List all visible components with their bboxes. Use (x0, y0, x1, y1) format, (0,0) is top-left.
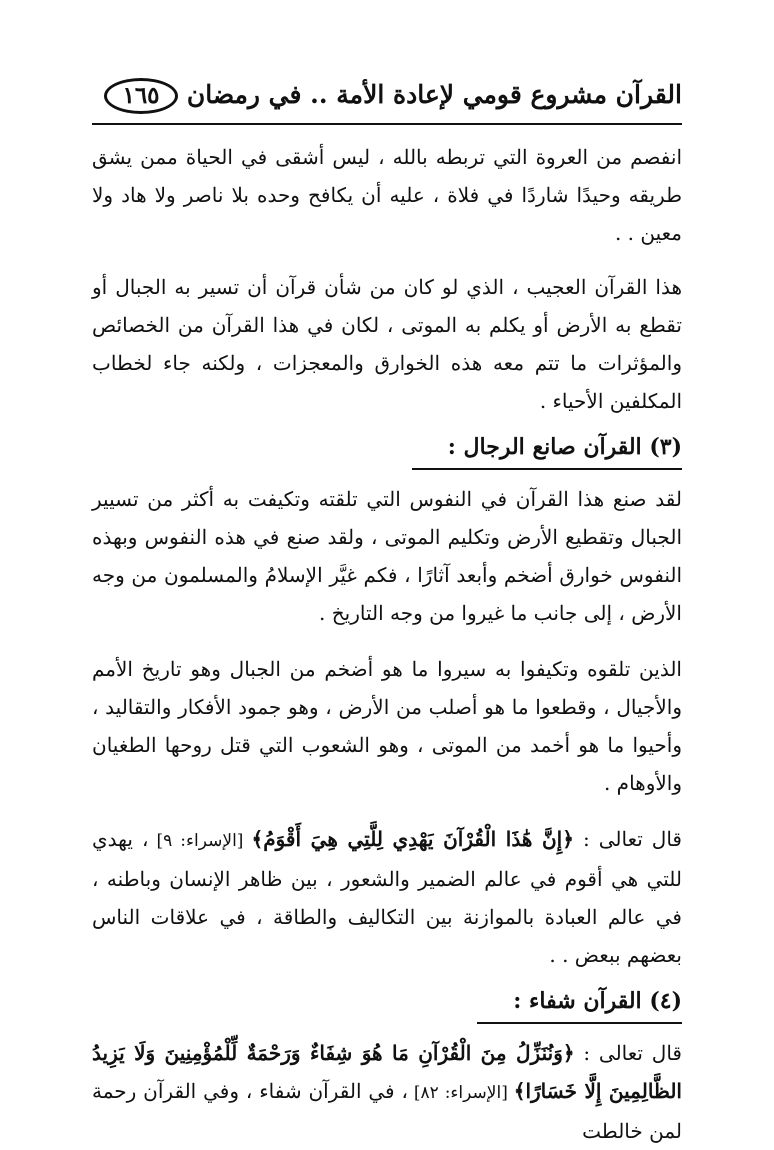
verse-reference: [الإسراء: ٩] (148, 831, 252, 851)
section-heading-wrap (92, 428, 682, 480)
quote-intro: قال تعالى : (573, 827, 682, 851)
running-title: القرآن مشروع قومي لإعادة الأمة .. في رمضان (186, 80, 682, 109)
quote-intro: قال تعالى : (574, 1041, 682, 1065)
page-number: ١٦٥ (104, 78, 178, 114)
paragraph: لقد صنع هذا القرآن في النفوس التي تلقته وتكيفت به أكثر من تسيير الجبال وتقطيع الأرض وتكليم الموتى ، ولقد صنع في هذه النفوس وبهذه النفوس خوارق أضخم وأبعد آثارًا ، فكم غيَّر الإسلامُ والمسلمون من وجه الأرض ، إلى جانب ما غيروا من وجه التاريخ . (92, 487, 682, 625)
quran-verse: ﴿إِنَّ هَٰذَا الْقُرْآنَ يَهْدِي لِلَّتِي هِيَ أَقْوَمُ﴾ (251, 827, 574, 851)
section-heading: (٣) القرآن صانع الرجال : (412, 430, 682, 470)
section-heading: (٤) القرآن شفاء : (477, 984, 682, 1024)
paragraph-text: ، يهدي للتي هي أقوم في عالم الضمير والشعور ، بين ظاهر الإنسان وباطنه ، في عالم العبادة بالموازنة بين التكاليف والطاقة ، في علاقات الناس بعضهم ببعض . . (92, 827, 682, 967)
section-heading-wrap (92, 982, 682, 1034)
verse-reference: [الإسراء: ٨٢] (407, 1083, 514, 1103)
paragraph-text: ، في القرآن شفاء ، وفي القرآن رحمة لمن خالطت (92, 1079, 682, 1143)
page-body (92, 138, 682, 1150)
quran-verse: ﴿وَنُنَزِّلُ مِنَ الْقُرْآنِ مَا هُوَ شِفَاءٌ وَرَحْمَةٌ لِّلْمُؤْمِنِينَ وَلَا يَزِيدُ الظَّالِمِينَ إِلَّا خَسَارًا﴾ (92, 1041, 682, 1103)
header-divider (92, 123, 682, 125)
paragraph: الذين تلقوه وتكيفوا به سيروا ما هو أضخم من الجبال وهو تاريخ الأمم والأجيال ، وقطعوا ما هو أصلب من الأرض ، وهو جمود الأفكار والتقاليد ، وأحيوا ما هو أخمد من الموتى ، وهو الشعوب التي قتل روحها الطغيان والأوهام . (92, 657, 682, 795)
paragraph: هذا القرآن العجيب ، الذي لو كان من شأن قرآن أن تسير به الجبال أو تقطع به الأرض أو يكلم به الموتى ، لكان في هذا القرآن من الخصائص والمؤثرات ما تتم معه هذه الخوارق والمعجزات ، ولكنه جاء لخطاب المكلفين الأحياء . (92, 275, 682, 413)
paragraph-with-verse (92, 1034, 682, 1150)
paragraph: انفصم من العروة التي تربطه بالله ، ليس أشقى في الحياة ممن يشق طريقه وحيدًا شاردًا في فلاة ، عليه أن يكافح وحده بلا ناصر ولا هاد ولا معين . . (92, 145, 682, 245)
page-header (92, 70, 682, 122)
paragraph-with-verse (92, 820, 682, 974)
